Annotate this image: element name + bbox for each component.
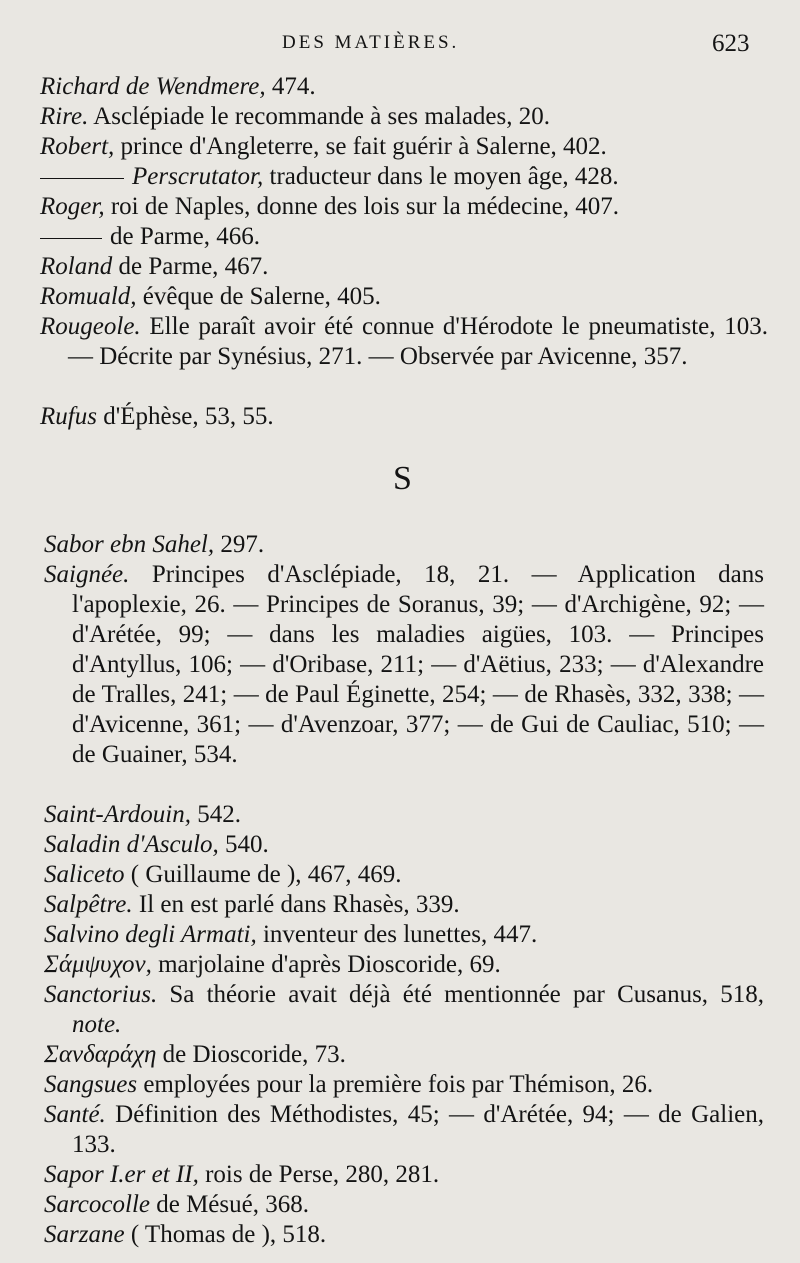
index-entry: Romuald, évêque de Salerne, 405.	[40, 283, 381, 310]
index-entry: Robert, prince d'Angleterre, se fait guérir à Salerne, 402.	[40, 133, 607, 160]
index-entry: Sapor I.er et II, rois de Perse, 280, 281.	[44, 1161, 440, 1188]
index-entry: Perscrutator, traducteur dans le moyen âge, 428.	[68, 162, 768, 192]
index-entry: de Parme, 466.	[68, 222, 768, 252]
index-entry: Sarzane ( Thomas de ), 518.	[44, 1221, 327, 1248]
running-title: DES MATIÈRES.	[282, 32, 460, 53]
index-entry: Salpêtre. Il en est parlé dans Rhasès, 339.	[44, 891, 460, 918]
index-entry: Richard de Wendmere, 474.	[40, 73, 316, 100]
page-number: 623	[712, 30, 750, 57]
index-entry: Santé. Définition des Méthodistes, 45; — d'Arétée, 94; — de Galien, 133.	[44, 1101, 764, 1158]
index-entry: Σανδαράχη de Dioscoride, 73.	[44, 1041, 346, 1068]
short-dash	[40, 238, 102, 239]
index-entry: Sabor ebn Sahel, 297.	[44, 531, 265, 558]
index-entry: Rufus d'Éphèse, 53, 55.	[40, 403, 274, 430]
index-entry: Saladin d'Asculo, 540.	[44, 831, 269, 858]
index-entry: Salvino degli Armati, inventeur des lunettes, 447.	[44, 921, 538, 948]
index-entry: Roland de Parme, 467.	[40, 253, 269, 280]
index-entry: Saignée. Principes d'Asclépiade, 18, 21. — Application dans l'apoplexie, 26. — Principes de Soranus, 39; — d'Archigène, 92; — d'Arétée, 99; — dans les maladies aigües, 103. — Principes d'Antyllus, 106; — d'Oribase, 211; — d'Aëtius, 233; — d'Alexandre de Tralles, 241; — de Paul Éginette, 254; — de Rhasès, 332, 338; — d'Avicenne, 361; — d'Avenzoar, 377; — de Gui de Cauliac, 510; — de Guainer, 534.	[44, 561, 764, 768]
long-dash	[40, 178, 124, 179]
index-entry: Saliceto ( Guillaume de ), 467, 469.	[44, 861, 402, 888]
index-entry: Sanctorius. Sa théorie avait déjà été mentionnée par Cusanus, 518, note.	[44, 981, 764, 1038]
index-entry: Sarcocolle de Mésué, 368.	[44, 1191, 309, 1218]
index-entry: Sangsues employées pour la première fois par Thémison, 26.	[44, 1071, 654, 1098]
index-entry: Rire. Asclépiade le recommande à ses malades, 20.	[40, 103, 551, 130]
index-entry: Rougeole. Elle paraît avoir été connue d'Hérodote le pneumatiste, 103. — Décrite par Synésius, 271. — Observée par Avicenne, 357.	[40, 313, 768, 370]
section-letter: S	[393, 460, 412, 497]
index-entry: Saint-Ardouin, 542.	[44, 801, 241, 828]
index-entry: Roger, roi de Naples, donne des lois sur la médecine, 407.	[40, 193, 620, 220]
index-entry: Σάμψυχον, marjolaine d'après Dioscoride, 69.	[44, 951, 501, 978]
